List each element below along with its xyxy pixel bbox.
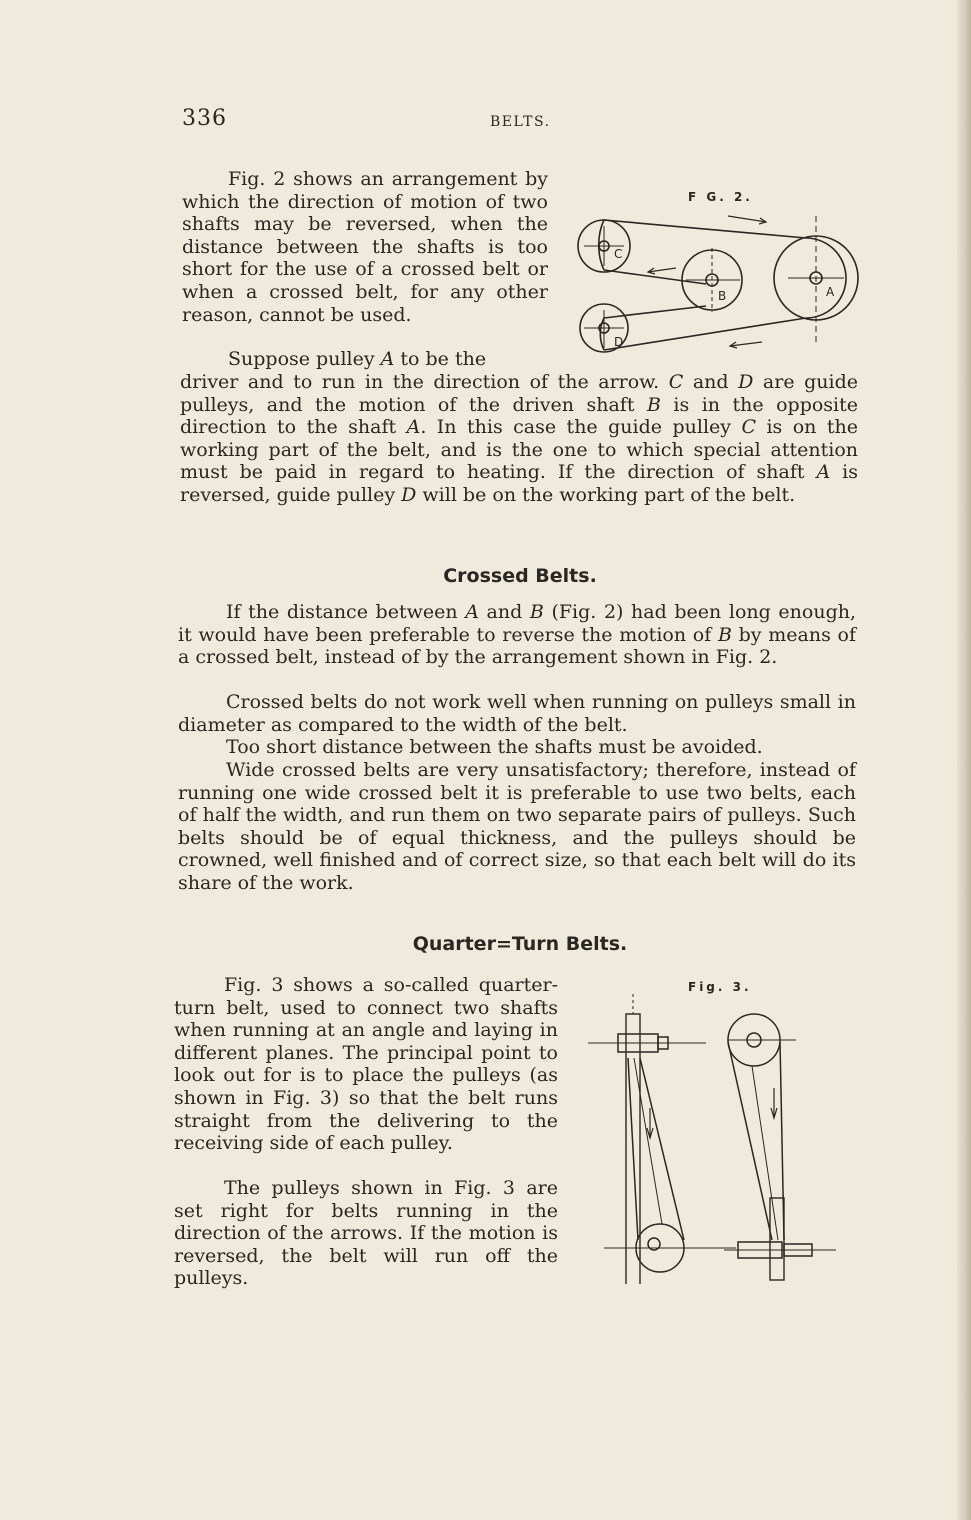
paragraph-crossed-belts-3: Too short distance between the shafts must be avoided. bbox=[226, 736, 763, 758]
paragraph-driver-and-guide-pulleys: driver and to run in the direction of the arrow. C and D are guide pulleys, and the motion of the driven shaft B is in the opposite direction to the shaft A. In this case the guide pulley C is on the working part of the belt, and is the one to which special attention must be paid in regard to heating. If the direction of shaft A is reversed, guide pulley D will be on the working part of the belt. bbox=[180, 371, 859, 506]
page-edge bbox=[957, 0, 971, 1520]
figure-3-caption: Fig. 3. bbox=[688, 980, 752, 994]
paragraph-crossed-belts-1: If the distance between A and B (Fig. 2) had been long enough, it would have been preferable to reverse the motion of B by means of a crossed belt, instead of by the arrangement shown in Fig. 2. bbox=[178, 601, 857, 669]
figure-3-drawing bbox=[588, 978, 846, 1284]
figure-3-quarter-turn-belt bbox=[588, 978, 846, 1284]
paragraph-crossed-belts-2: Crossed belts do not work well when running on pulleys small in diameter as compared to the width of the belt. bbox=[178, 691, 856, 736]
figure-2-drawing bbox=[576, 182, 866, 362]
heading-crossed-belts: Crossed Belts. bbox=[443, 565, 597, 587]
figure-2-label-b: B bbox=[718, 289, 727, 303]
figure-2-label-c: C bbox=[614, 247, 623, 261]
running-head: BELTS. bbox=[490, 114, 551, 130]
paragraph-suppose-pulley-a: Suppose pulley A to be the bbox=[228, 348, 487, 370]
figure-2-label-d: D bbox=[614, 335, 624, 349]
paragraph-quarter-turn-2: The pulleys shown in Fig. 3 are set right for belts running in the direction of the arrows. If the motion is reversed, the belt will run off the pulleys. bbox=[174, 1177, 558, 1290]
figure-2-label-a: A bbox=[826, 285, 835, 299]
paragraph-fig2-intro: Fig. 2 shows an arrangement by which the direction of motion of two shafts may be reversed, when the distance between the shafts is too short for the use of a crossed belt or when a crossed belt, for any other reason, cannot be used. bbox=[182, 168, 548, 326]
page-header bbox=[182, 106, 858, 136]
page-number: 336 bbox=[182, 106, 227, 131]
figure-2-guide-pulleys bbox=[576, 182, 866, 362]
paragraph-quarter-turn-1: Fig. 3 shows a so-called quarter-turn belt, used to connect two shafts when running at an angle and laying in different planes. The principal point to look out for is to place the pulleys (as shown in Fig. 3) so that the belt runs straight from the delivering to the receiving side of each pulley. bbox=[174, 974, 558, 1155]
figure-2-caption: F G. 2. bbox=[688, 190, 753, 204]
paragraph-crossed-belts-4: Wide crossed belts are very unsatisfactory; therefore, instead of running one wide crossed belt it is preferable to use two belts, each of half the width, and run them on two separate pairs of pulleys. Such belts should be of equal thickness, and the pulleys should be crowned, well finished and of correct size, so that each belt will do its share of the work. bbox=[178, 759, 856, 894]
heading-quarter-turn-belts: Quarter=Turn Belts. bbox=[412, 933, 628, 955]
